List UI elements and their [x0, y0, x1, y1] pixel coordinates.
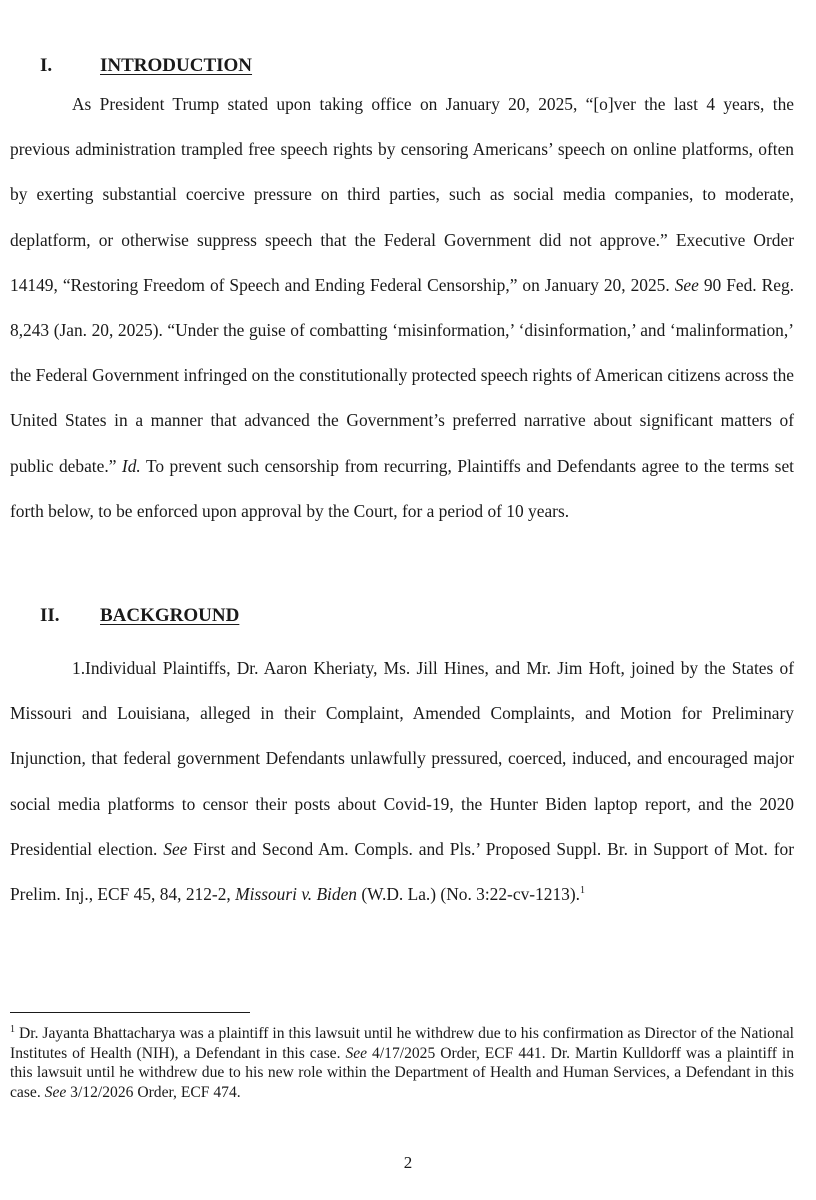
- footnote-1: $^1$ Dr. Jayanta Bhattacharya was a plaintiff in this lawsuit until he withdrew due to his confirmation as Director of the National Institutes of Health (NIH), a Defendant in this case. See 4/17/2025 Order, ECF 441. Dr. Martin Kulldorff was a plaintiff in this lawsuit until he withdrew due to his new role within the Department of Health and Human Services, a Defendant in this case. See 3/12/2026 Order, ECF 474.: [10, 1023, 794, 1101]
- introduction-paragraph: As President Trump stated upon taking office on January 20, 2025, “[o]ver the last 4 years, the previous administration trampled free speech rights by censoring Americans’ speech on online platforms, often by exerting substantial coercive pressure on third parties, such as social media companies, to moderate, deplatform, or otherwise suppress speech that the Federal Government did not approve.” Executive Order 14149, “Restoring Freedom of Speech and Ending Federal Censorship,” on January 20, 2025. See 90 Fed. Reg. 8,243 (Jan. 20, 2025). “Under the guise of combatting ‘misinformation,’ ‘disinformation,’ and ‘malinformation,’ the Federal Government infringed on the constitutionally protected speech rights of American citizens across the United States in a manner that advanced the Government’s preferred narrative about significant matters of public debate.” Id. To prevent such censorship from recurring, Plaintiffs and Defendants agree to the terms set forth below, to be enforced upon approval by the Court, for a period of 10 years.: [10, 94, 794, 521]
- section-heading-introduction: [40, 55, 252, 77]
- footnote-reference[interactable]: 1: [579, 885, 585, 897]
- paragraph-number: 1.: [72, 658, 86, 678]
- section-number: II.: [40, 605, 60, 626]
- footnote-divider: [10, 1012, 250, 1013]
- page-number: 2: [403, 1153, 413, 1172]
- footnote-marker: 1: [10, 1023, 15, 1035]
- section-title: INTRODUCTION: [100, 55, 253, 76]
- section-number: I.: [40, 55, 53, 76]
- background-paragraph-1: 1.Individual Plaintiffs, Dr. Aaron Kheriaty, Ms. Jill Hines, and Mr. Jim Hoft, joined by the States of Missouri and Louisiana, alleged in their Complaint, Amended Complaints, and Motion for Preliminary Injunction, that federal government Defendants unlawfully pressured, coerced, induced, and encouraged major social media platforms to censor their posts about Covid-19, the Hunter Biden laptop report, and the 2020 Presidential election. See First and Second Am. Compls. and Pls.’ Proposed Suppl. Br. in Support of Mot. for Prelim. Inj., ECF 45, 84, 212-2, Missouri v. Biden (W.D. La.) (No. 3:22-cv-1213).$^1$: [10, 658, 794, 905]
- section-title: BACKGROUND: [100, 605, 240, 626]
- section-heading-background: [40, 605, 239, 627]
